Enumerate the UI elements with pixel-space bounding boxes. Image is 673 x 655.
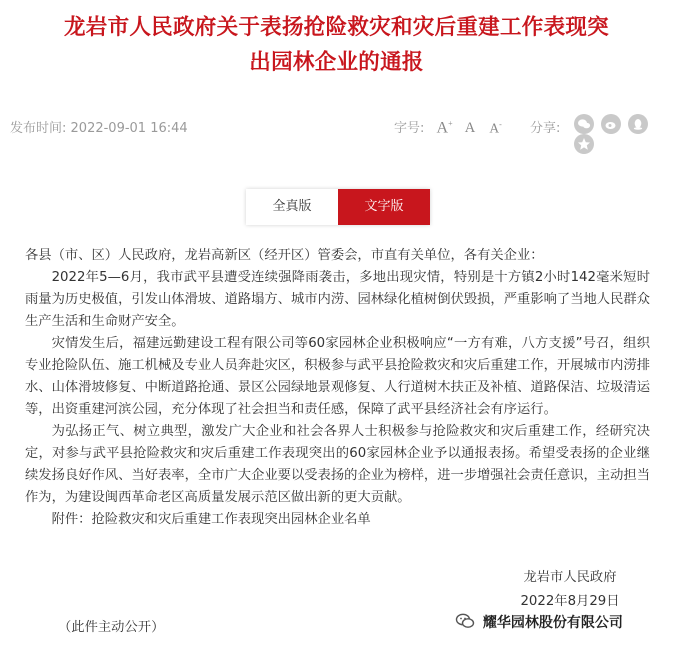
signature-date: 2022年8月29日 xyxy=(520,594,620,609)
tab-text-version[interactable]: 文字版 xyxy=(338,189,430,225)
font-size-decrease-button[interactable]: A- xyxy=(489,119,502,135)
qq-icon[interactable] xyxy=(628,114,648,134)
salutation: 各县（市、区）人民政府，龙岩高新区（经开区）管委会，市直有关单位，各有关企业： xyxy=(25,248,544,263)
font-size-increase-button[interactable]: A+ xyxy=(436,118,453,136)
weibo-icon[interactable] xyxy=(601,114,621,134)
version-tabs xyxy=(246,189,430,225)
disclosure-note: （此件主动公开） xyxy=(58,620,165,635)
title-line-2: 出园林企业的通报 xyxy=(249,50,424,75)
attachment-link[interactable]: 附件：抢险救灾和灾后重建工作表现突出园林企业名单 xyxy=(51,512,371,527)
publish-label: 发布时间: xyxy=(10,121,67,136)
font-size-controls xyxy=(394,117,502,137)
paragraph-3: 为弘扬正气、树立典型，激发广大企业和社会各界人士积极参与抢险救灾和灾后重建工作，经研究决定，对参与武平县抢险救灾和灾后重建工作表现突出的60家园林企业予以通报表扬。希望受表扬的企业继续发扬良好作风、当好表率，全市广大企业要以受表扬的企业为榜样，进一步增强社会责任意识，主动担当作为，为建设闽西革命老区高质量发展示范区做出新的更大贡献。 xyxy=(25,424,650,505)
title-line-1: 龙岩市人民政府关于表扬抢险救灾和灾后重建工作表现突 xyxy=(63,15,609,40)
publish-time: 2022-09-01 16:44 xyxy=(70,121,188,136)
font-size-reset-button[interactable]: A xyxy=(464,120,476,136)
wechat-icon[interactable] xyxy=(574,114,594,134)
watermark xyxy=(455,612,623,632)
qzone-star-icon[interactable] xyxy=(574,134,594,154)
publish-info xyxy=(10,117,188,136)
article-body xyxy=(25,245,650,531)
paragraph-2: 灾情发生后，福建远勤建设工程有限公司等60家园林企业积极响应“一方有难，八方支援”号召，组织专业抢险队伍、施工机械及专业人员奔赴灾区，积极参与武平县抢险救灾和灾后重建工作，开展城市内涝排水、山体滑坡修复、中断道路抢通、景区公园绿地景观修复、人行道树木扶正及补植、道路保洁、垃圾清运等，出资重建河滨公园，充分体现了社会担当和责任感，保障了武平县经济社会有序运行。 xyxy=(25,336,650,417)
watermark-text: 耀华园林股份有限公司 xyxy=(482,615,623,631)
font-size-label: 字号: xyxy=(394,121,425,136)
share-label: 分享: xyxy=(530,121,561,136)
tab-original-version[interactable]: 全真版 xyxy=(246,189,338,225)
article-meta xyxy=(10,114,663,138)
paragraph-1: 2022年5—6月，我市武平县遭受连续强降雨袭击，多地出现灾情，特别是十方镇2小时142毫米短时雨量为历史极值，引发山体滑坡、道路塌方、城市内涝、园林绿化植树倒伏毁损，严重影响了当地人民群众生产生活和生命财产安全。 xyxy=(25,270,650,329)
share-icons xyxy=(574,114,663,154)
article-title xyxy=(0,10,673,80)
signature-org: 龙岩市人民政府 xyxy=(523,570,617,585)
wechat-watermark-icon xyxy=(455,612,475,630)
